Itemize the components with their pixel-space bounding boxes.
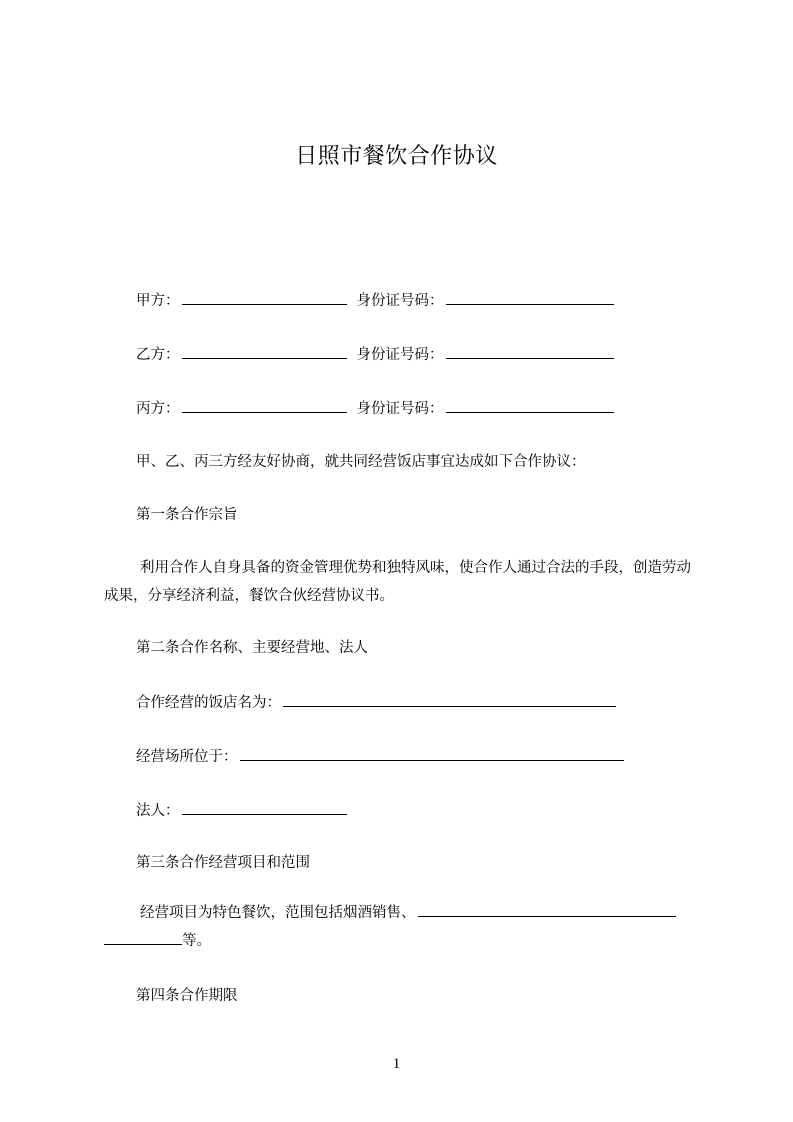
location-blank[interactable] — [240, 746, 624, 761]
article-3-heading: 第三条合作经营项目和范围 — [136, 855, 310, 871]
article-1-body: 利用合作人自身具备的资金管理优势和独特风味，使合作人通过合法的手段，创造劳动成果，分享经济利益，餐饮合伙经营协议书。 — [104, 560, 691, 604]
article-1-heading: 第一条合作宗旨 — [136, 507, 238, 523]
business-scope-blank-continued[interactable] — [104, 930, 182, 945]
location-line — [136, 746, 624, 767]
party-c-id-label: 身份证号码： — [356, 401, 444, 417]
article-2-heading: 第二条合作名称、主要经营地、法人 — [136, 640, 368, 656]
party-c-label: 丙方： — [136, 401, 180, 417]
legal-person-blank[interactable] — [182, 800, 347, 815]
party-b-label: 乙方： — [136, 347, 180, 363]
article-3-body-prefix: 经营项目为特色餐饮，范围包括烟酒销售、 — [140, 905, 416, 921]
business-scope-blank[interactable] — [418, 902, 676, 917]
restaurant-name-label: 合作经营的饭店名为： — [136, 695, 281, 711]
legal-person-line — [136, 800, 347, 821]
restaurant-name-blank[interactable] — [283, 692, 616, 707]
article-4-heading: 第四条合作期限 — [136, 988, 238, 1004]
party-b-id-blank[interactable] — [446, 344, 614, 359]
party-a-label: 甲方： — [136, 293, 180, 309]
party-line-a — [136, 290, 614, 311]
party-c-name-blank[interactable] — [182, 398, 347, 413]
party-a-id-label: 身份证号码： — [356, 293, 444, 309]
document-title: 日照市餐饮合作协议 — [295, 144, 498, 169]
legal-person-label: 法人： — [136, 803, 180, 819]
article-3-body-suffix: 等。 — [182, 933, 211, 949]
page-number: 1 — [392, 1056, 401, 1072]
article-3-body-line2 — [104, 930, 211, 951]
intro-paragraph: 甲、乙、丙三方经友好协商，就共同经营饭店事宜达成如下合作协议： — [136, 454, 586, 470]
party-b-id-label: 身份证号码： — [356, 347, 444, 363]
party-a-name-blank[interactable] — [182, 290, 347, 305]
article-3-body-line1 — [140, 902, 676, 923]
party-line-c — [136, 398, 614, 419]
restaurant-name-line — [136, 692, 616, 713]
party-line-b — [136, 344, 614, 365]
party-a-id-blank[interactable] — [446, 290, 614, 305]
party-b-name-blank[interactable] — [182, 344, 347, 359]
article-1-body-container — [104, 554, 704, 610]
party-c-id-blank[interactable] — [446, 398, 614, 413]
location-label: 经营场所位于： — [136, 749, 238, 765]
